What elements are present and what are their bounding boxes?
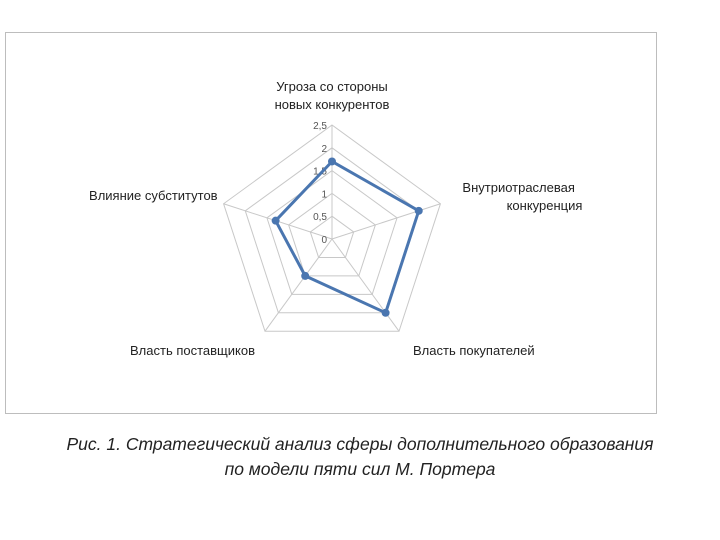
axis-category-label: Внутриотраслевая	[462, 179, 575, 195]
axis-category-label: Влияние субститутов	[89, 187, 218, 203]
caption-line-1: Рис. 1. Стратегический анализ сферы дополнительного образования	[66, 434, 654, 454]
series-point	[415, 207, 423, 215]
axis-category-label: конкуренция	[506, 197, 583, 213]
axis-spoke	[332, 239, 399, 331]
axis-category-label: Угроза со стороны	[276, 79, 388, 94]
series-point	[272, 217, 280, 225]
chart-area	[5, 32, 657, 414]
radar-chart	[6, 33, 658, 415]
axis-spoke	[332, 204, 440, 239]
tick-label: 1,5	[313, 166, 327, 178]
tick-label: 2	[321, 143, 327, 155]
series-point	[301, 272, 309, 280]
tick-label: 2,5	[313, 121, 327, 132]
series-point	[382, 309, 390, 317]
caption-line-2: по модели пяти сил М. Портера	[224, 459, 496, 479]
series-point	[328, 157, 336, 165]
figure-caption	[0, 432, 720, 482]
tick-label: 0	[321, 235, 327, 246]
tick-label: 0,5	[313, 212, 327, 224]
axis-category-label: Власть поставщиков	[130, 343, 255, 359]
tick-label: 1	[321, 189, 327, 201]
series-line	[276, 161, 419, 312]
axis-category-label: новых конкурентов	[274, 97, 390, 112]
axis-category-label: Власть покупателей	[413, 343, 535, 359]
